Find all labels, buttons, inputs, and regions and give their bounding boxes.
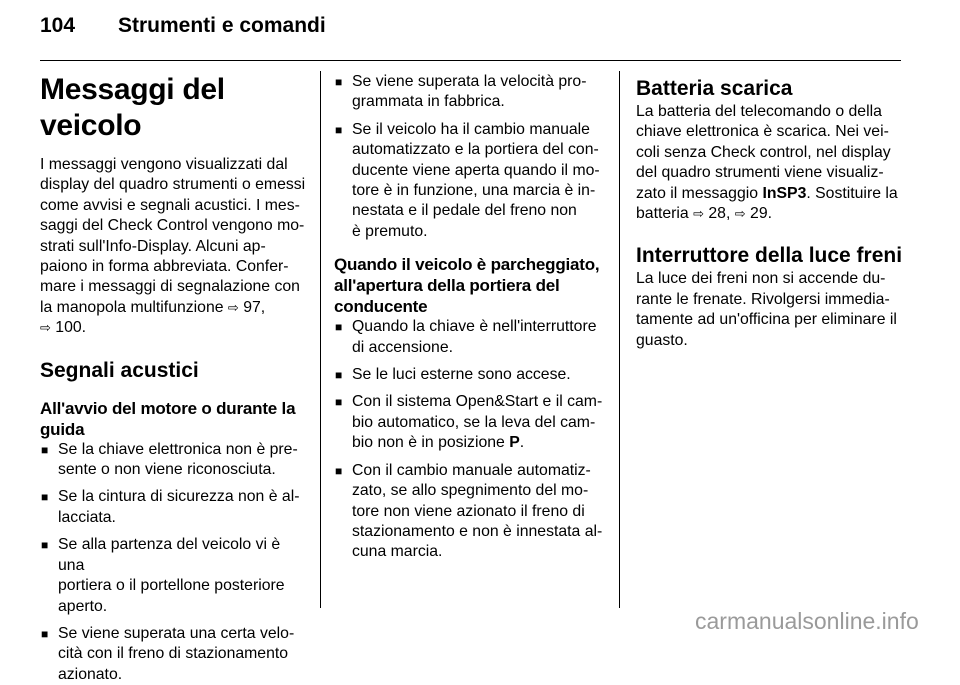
column-divider-2 [619,71,620,608]
column-1 [40,72,306,685]
bullet-list-parcheggiato [334,317,604,562]
brake-light-paragraph: La luce dei freni non si accende du- rante le frenate. Rivolgersi immedia- tamente ad un'officina per eliminare il guasto. [636,270,897,349]
page-title: Messaggi del veicolo [40,73,225,142]
list-item: ■ Se la cintura di sicurezza non è al- lacciata. [40,487,306,528]
heading-luce-freni: Interruttore della luce freni [636,244,903,268]
page-ref-arrow-icon: ⇨ [693,206,704,222]
page-ref-link[interactable]: 29. [750,205,773,223]
subheading-parcheggiato: Quando il veicolo è parcheggiato, all'apertura della portiera del conducente [334,255,600,317]
list-item: ■ Se la chiave elettronica non è pre- sente o non viene riconosciuta. [40,440,306,481]
page-ref-arrow-icon: ⇨ [734,206,746,222]
page-ref-link[interactable]: 100. [55,319,87,337]
list-item: ■ Con il sistema Open&Start e il cam- bio automatico, se la leva del cam- bio non è in posizione P. [334,392,604,453]
heading-segnali-acustici: Segnali acustici [40,358,199,382]
battery-paragraph: La batteria del telecomando o della chiave elettronica è scarica. Nei vei- coli senza Check control, nel display del quadro strumenti viene visualiz- zato il messaggio InSP3. Sostituire la batteria ⇨ 28, ⇨ 29. [636,103,898,223]
list-item: ■ Se alla partenza del veicolo vi è una portiera o il portellone posteriore aperto. [40,535,306,617]
list-item: ■ Se viene superata una certa velo- cità con il freno di stazionamento azionato. [40,624,306,685]
column-2 [334,72,604,563]
list-item: ■ Se il veicolo ha il cambio manuale automatizzato e la portiera del con- ducente viene aperta quando il mo- tore è in funzione, una marcia è in- nestata e il pedale del freno non è premuto. [334,120,604,242]
column-divider-1 [320,71,321,608]
subheading-avvio-motore: All'avvio del motore o durante la guida [40,398,296,439]
section-title: Strumenti e comandi [118,14,326,37]
list-item: ■ Quando la chiave è nell'interruttore di accensione. [334,317,604,358]
heading-batteria-scarica: Batteria scarica [636,77,793,100]
header-rule [40,60,901,61]
list-item: ■ Se le luci esterne sono accese. [334,365,604,385]
list-item: ■ Con il cambio manuale automatiz- zato, se allo spegnimento del mo- tore non viene azionato il freno di stazionamento e non è innestata al- cuna marcia. [334,461,604,563]
page-ref-link[interactable]: 97, [243,298,266,316]
list-item: ■ Se viene superata la velocità pro- grammata in fabbrica. [334,72,604,113]
page-ref-link[interactable]: 28, [708,205,731,223]
intro-paragraph: I messaggi vengono visualizzati dal display del quadro strumenti o emessi come avvisi e segnali acustici. I mes- saggi del Check Control vengono mo- strati sull'Info-Display. Alcuni ap- paiono in forma abbreviata. Confer- mare i messaggi di segnalazione con la manopola multifunzione ⇨ 97, ⇨ 100. [40,156,306,337]
page-ref-arrow-icon: ⇨ [40,320,51,336]
column-3 [636,72,904,351]
page-ref-arrow-icon: ⇨ [227,299,239,315]
bullet-list-velocita [334,72,604,242]
bullet-list-avvio [40,440,306,685]
watermark: carmanualsonline.info [695,608,919,634]
message-code: InSP3 [762,184,807,202]
page-header [40,14,326,38]
page-number: 104 [40,14,76,37]
